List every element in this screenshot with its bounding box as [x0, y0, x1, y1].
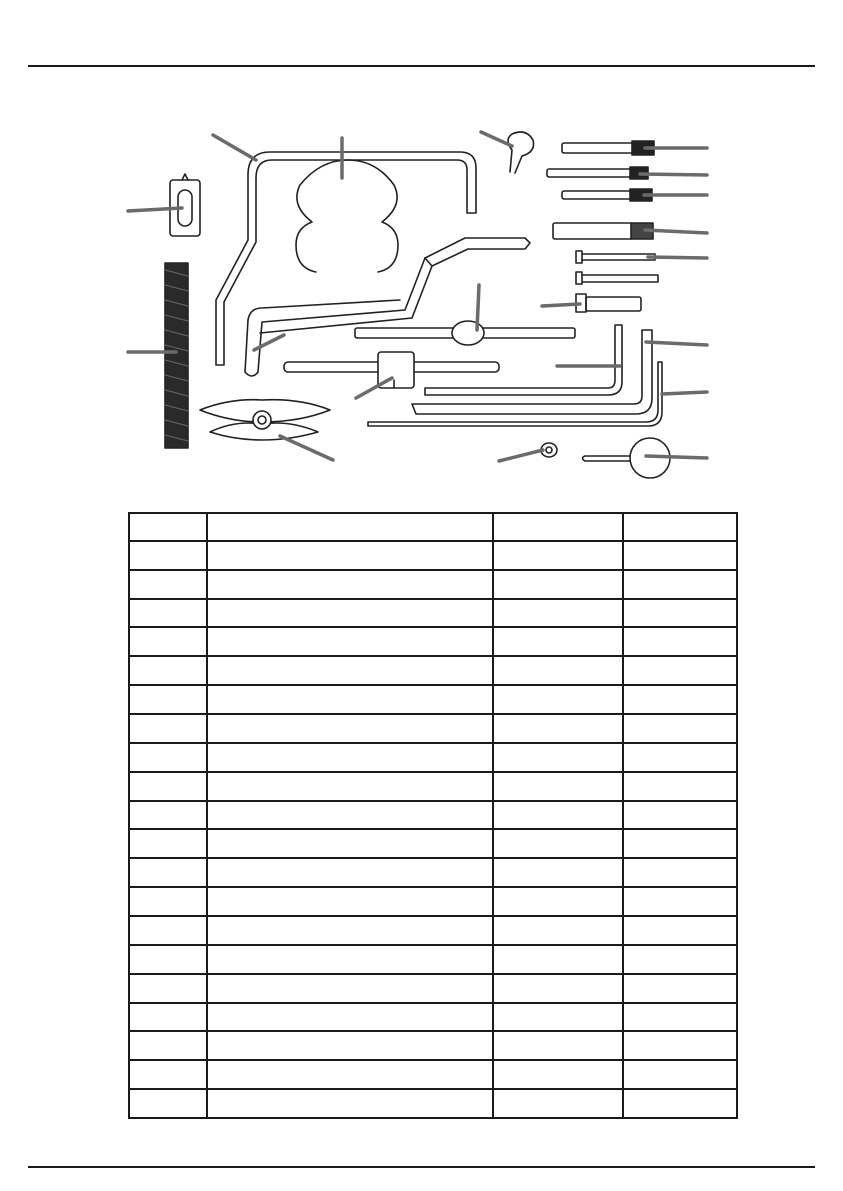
table-cell: [623, 627, 737, 656]
table-cell: [623, 541, 737, 570]
table-cell: [623, 714, 737, 743]
table-cell: [207, 570, 493, 599]
table-cell: [493, 1060, 623, 1089]
table-cell: [493, 743, 623, 772]
table-cell: [493, 1003, 623, 1032]
crank-bar-part: [284, 352, 499, 388]
t-bar-part: [355, 321, 575, 345]
table-cell: [207, 945, 493, 974]
table-cell: [129, 513, 207, 541]
table-cell: [129, 829, 207, 858]
table-row: [129, 1031, 737, 1060]
table-row: [129, 858, 737, 887]
table-cell: [493, 858, 623, 887]
table-cell: [623, 1031, 737, 1060]
table-cell: [207, 743, 493, 772]
table-cell: [207, 772, 493, 801]
threaded-rod-part: [165, 263, 188, 448]
callout-line: [254, 335, 284, 350]
table-cell: [129, 945, 207, 974]
parts-table: [128, 512, 738, 1119]
callout-line: [646, 456, 707, 458]
table-cell: [493, 1031, 623, 1060]
hook-pin-part: [508, 132, 534, 173]
table-cell: [623, 858, 737, 887]
table-cell: [207, 541, 493, 570]
table-row: [129, 627, 737, 656]
table-cell: [493, 887, 623, 916]
table-cell: [623, 829, 737, 858]
table-cell: [207, 513, 493, 541]
table-cell: [623, 743, 737, 772]
table-row: [129, 829, 737, 858]
footer-rule: [28, 1166, 815, 1168]
table-row: [129, 887, 737, 916]
table-cell: [129, 714, 207, 743]
table-row: [129, 714, 737, 743]
table-cell: [493, 1089, 623, 1118]
bent-bar-part: [216, 152, 476, 365]
table-cell: [623, 656, 737, 685]
table-cell: [129, 627, 207, 656]
table-cell: [493, 685, 623, 714]
table-cell: [623, 945, 737, 974]
table-cell: [207, 916, 493, 945]
callout-line: [481, 132, 512, 146]
table-cell: [623, 887, 737, 916]
table-row: [129, 541, 737, 570]
table-cell: [129, 801, 207, 830]
table-cell: [493, 772, 623, 801]
table-cell: [493, 916, 623, 945]
table-cell: [493, 627, 623, 656]
table-cell: [129, 743, 207, 772]
parts-table-body: [129, 513, 737, 1118]
table-cell: [207, 1031, 493, 1060]
table-cell: [129, 858, 207, 887]
table-row: [129, 916, 737, 945]
callout-line: [280, 436, 333, 460]
table-cell: [207, 887, 493, 916]
table-row: [129, 945, 737, 974]
table-cell: [207, 1089, 493, 1118]
table-cell: [129, 974, 207, 1003]
spanner-plate-part: [200, 400, 330, 440]
table-cell: [207, 599, 493, 628]
table-cell: [207, 627, 493, 656]
callout-line: [648, 257, 707, 258]
table-cell: [129, 1003, 207, 1032]
table-cell: [207, 685, 493, 714]
table-cell: [129, 1060, 207, 1089]
callout-line: [662, 392, 707, 394]
table-cell: [623, 916, 737, 945]
bolts-part: [576, 251, 658, 284]
tool-kit-illustration: [0, 100, 843, 480]
table-cell: [129, 1089, 207, 1118]
table-cell: [207, 858, 493, 887]
table-cell: [493, 945, 623, 974]
table-cell: [129, 570, 207, 599]
table-cell: [493, 541, 623, 570]
header-rule: [28, 65, 815, 67]
callout-line: [542, 304, 580, 306]
table-cell: [493, 599, 623, 628]
table-cell: [493, 829, 623, 858]
table-cell: [129, 887, 207, 916]
table-cell: [493, 656, 623, 685]
table-row: [129, 743, 737, 772]
table-cell: [623, 570, 737, 599]
table-cell: [623, 772, 737, 801]
locking-plate-part: [170, 174, 200, 236]
table-cell: [207, 714, 493, 743]
sleeve-tool-part: [576, 294, 641, 312]
table-cell: [493, 570, 623, 599]
table-row: [129, 1060, 737, 1089]
table-cell: [623, 801, 737, 830]
table-row: [129, 570, 737, 599]
table-row: [129, 685, 737, 714]
table-cell: [207, 829, 493, 858]
callout-line: [128, 208, 182, 211]
table-cell: [129, 1031, 207, 1060]
callout-line: [640, 174, 707, 175]
table-cell: [623, 1089, 737, 1118]
table-cell: [129, 599, 207, 628]
table-cell: [623, 685, 737, 714]
callout-line: [499, 450, 543, 461]
table-cell: [493, 974, 623, 1003]
table-row: [129, 772, 737, 801]
table-cell: [623, 513, 737, 541]
table-cell: [623, 974, 737, 1003]
table-cell: [207, 1060, 493, 1089]
table-row: [129, 801, 737, 830]
table-cell: [623, 1060, 737, 1089]
table-cell: [623, 599, 737, 628]
table-row: [129, 513, 737, 541]
table-row: [129, 656, 737, 685]
table-cell: [207, 656, 493, 685]
table-cell: [493, 714, 623, 743]
table-cell: [493, 513, 623, 541]
table-cell: [207, 974, 493, 1003]
table-cell: [207, 801, 493, 830]
callout-line: [646, 342, 707, 345]
table-row: [129, 1003, 737, 1032]
table-cell: [129, 685, 207, 714]
callout-line: [213, 135, 256, 160]
callout-line: [477, 285, 479, 330]
table-cell: [129, 541, 207, 570]
horseshoe-bracket-part: [296, 160, 398, 272]
table-row: [129, 974, 737, 1003]
table-cell: [493, 801, 623, 830]
callout-line: [645, 230, 707, 233]
locking-pins-part: [547, 141, 654, 239]
table-row: [129, 599, 737, 628]
table-cell: [207, 1003, 493, 1032]
table-cell: [129, 656, 207, 685]
table-row: [129, 1089, 737, 1118]
table-cell: [129, 772, 207, 801]
table-cell: [623, 1003, 737, 1032]
table-cell: [129, 916, 207, 945]
